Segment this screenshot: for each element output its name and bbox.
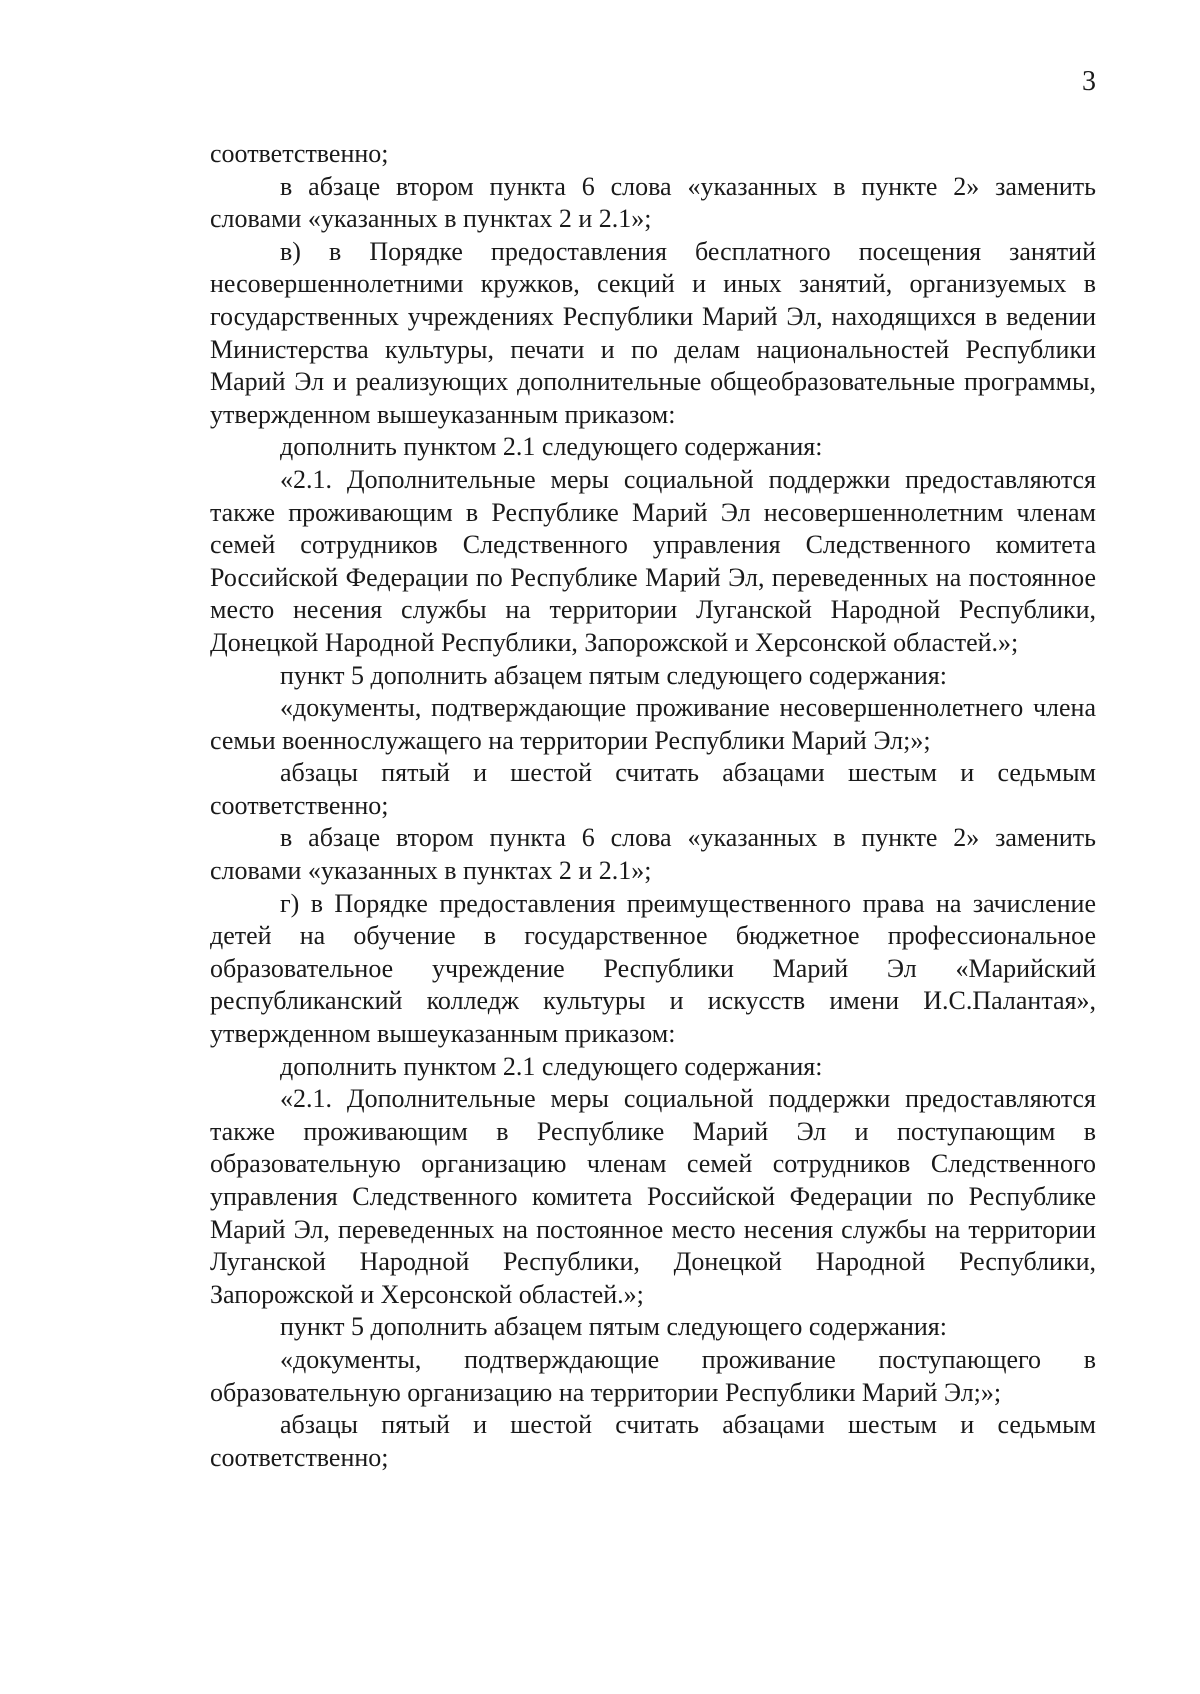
paragraph-item-g: г) в Порядке предоставления преимущественного права на зачисление детей на обучение в государственное бюджетное профессиональное образовательное учреждение Республики Марий Эл «Марийский республиканский колледж культуры и искусств имени И.С.Палантая», утвержденном вышеуказанным приказом:	[210, 888, 1096, 1049]
paragraph-amendment-6: в абзаце втором пункта 6 слова «указанных в пункте 2» заменить словами «указанных в пунктах 2 и 2.1»;	[210, 823, 1096, 886]
paragraph-add-5: пункт 5 дополнить абзацем пятым следующего содержания:	[280, 1312, 947, 1342]
paragraph-renumber: абзацы пятый и шестой считать абзацами шестым и седьмым соответственно;	[210, 1410, 1096, 1472]
paragraph-quote-2-1: «2.1. Дополнительные меры социальной поддержки предоставляются также проживающим в Республике Марий Эл несовершеннолетним членам семей сотрудников Следственного управления Следственного комитета Российской Федерации по Республике Марий Эл, переведенных на постоянное место несения службы на территории Луганской Народной Республики, Донецкой Народной Республики, Запорожской и Херсонской областей.»;	[210, 464, 1096, 657]
paragraph-quote-documents: «документы, подтверждающие проживание поступающего в образовательную организацию на территории Республики Марий Эл;»;	[210, 1344, 1096, 1407]
document-body	[210, 138, 1096, 1474]
paragraph-continuation: соответственно;	[210, 139, 389, 168]
page-number: 3	[1082, 66, 1096, 97]
paragraph-add-2-1: дополнить пунктом 2.1 следующего содержания:	[280, 1051, 823, 1081]
paragraph-add-5: пункт 5 дополнить абзацем пятым следующего содержания:	[280, 660, 947, 690]
paragraph-quote-documents: «документы, подтверждающие проживание несовершеннолетнего члена семьи военнослужащего на территории Республики Марий Эл;»;	[210, 693, 1096, 755]
paragraph-quote-2-1: «2.1. Дополнительные меры социальной поддержки предоставляются также проживающим в Республике Марий Эл и поступающим в образовательную организацию членам семей сотрудников Следственного управления Следственного комитета Российской Федерации по Республике Марий Эл, переведенных на постоянное место несения службы на территории Луганской Народной Республики, Донецкой Народной Республики, Запорожской и Херсонской областей.»;	[210, 1084, 1096, 1309]
paragraph-renumber: абзацы пятый и шестой считать абзацами шестым и седьмым соответственно;	[210, 758, 1096, 820]
paragraph-item-v: в) в Порядке предоставления бесплатного посещения занятий несовершеннолетними кружков, секций и иных занятий, организуемых в государственных учреждениях Республики Марий Эл, находящихся в ведении Министерства культуры, печати и по делам национальностей Республики Марий Эл и реализующих дополнительные общеобразовательные программы, утвержденном вышеуказанным приказом:	[210, 236, 1096, 429]
paragraph-add-2-1: дополнить пунктом 2.1 следующего содержания:	[280, 432, 823, 462]
paragraph-amendment-6: в абзаце втором пункта 6 слова «указанных в пункте 2» заменить словами «указанных в пунктах 2 и 2.1»;	[210, 171, 1096, 234]
